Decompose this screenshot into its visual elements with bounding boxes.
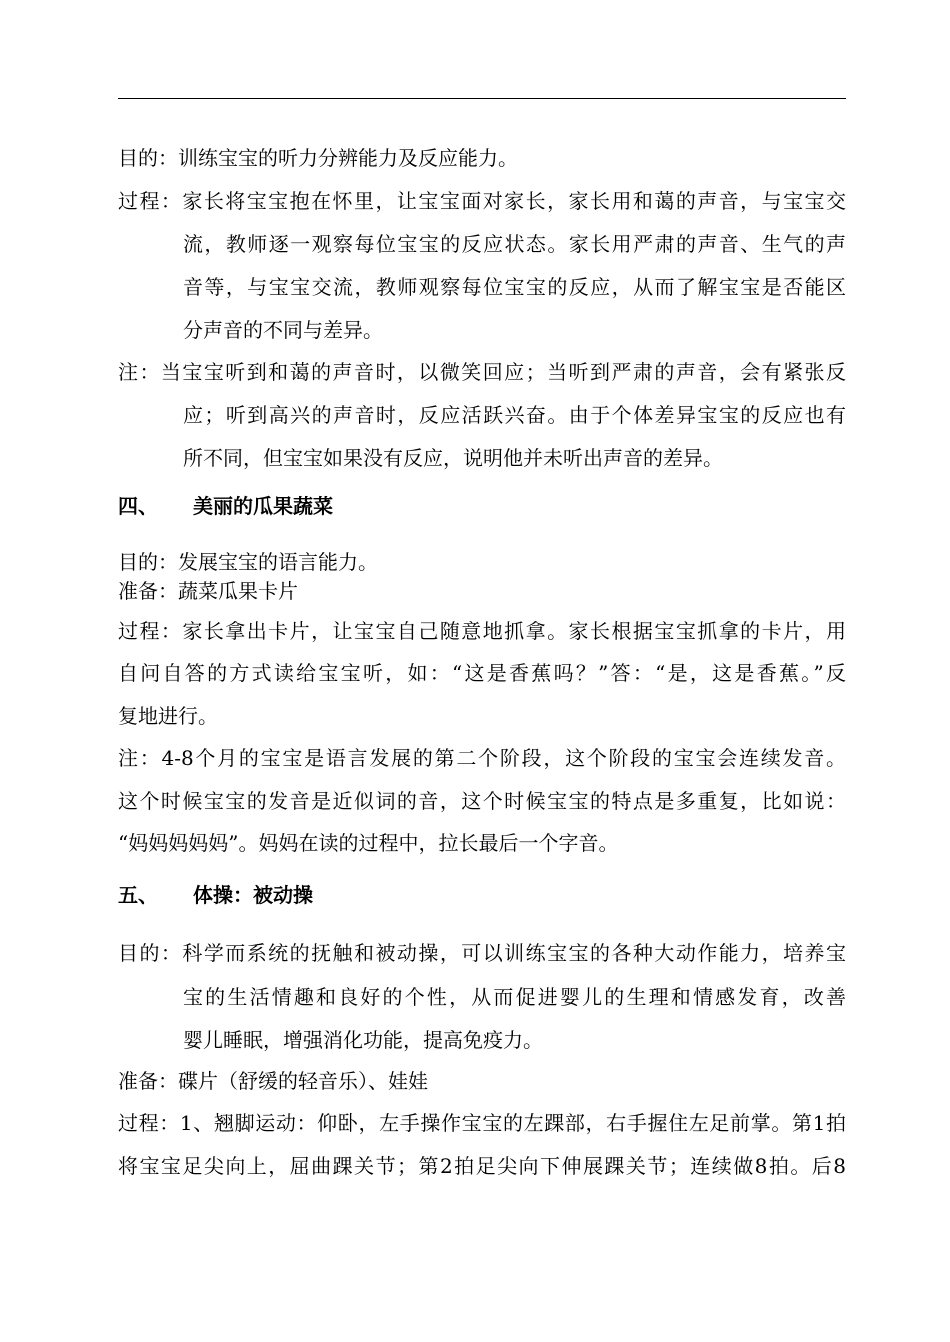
text-line: 目的：发展宝宝的语言能力。 — [118, 550, 378, 574]
section-title: 美丽的瓜果蔬菜 — [193, 494, 333, 518]
text-line: 流，教师逐一观察每位宝宝的反应状态。家长用严肃的声音、生气的声 — [183, 232, 846, 256]
text-line: 目的：科学而系统的抚触和被动操，可以训练宝宝的各种大动作能力，培养宝 — [118, 941, 846, 965]
section-heading — [118, 491, 846, 521]
section-number: 四、 — [118, 494, 158, 518]
text-line: 过程：家长将宝宝抱在怀里，让宝宝面对家长，家长用和蔼的声音，与宝宝交 — [118, 189, 846, 213]
text-line: 分声音的不同与差异。 — [183, 318, 383, 342]
text-line: 所不同，但宝宝如果没有反应，说明他并未听出声音的差异。 — [183, 446, 723, 470]
text-line: 应；听到高兴的声音时，反应活跃兴奋。由于个体差异宝宝的反应也有 — [183, 403, 846, 427]
text-line: 注：4-8个月的宝宝是语言发展的第二个阶段，这个阶段的宝宝会连续发音。 — [118, 746, 846, 770]
text-line: 过程：1、翘脚运动：仰卧，左手操作宝宝的左踝部，右手握住左足前掌。第1拍 — [118, 1111, 846, 1135]
text-line: 准备：碟片（舒缓的轻音乐）、娃娃 — [118, 1069, 428, 1093]
text-line: 音等，与宝宝交流，教师观察每位宝宝的反应，从而了解宝宝是否能区 — [183, 275, 846, 299]
text-line: “妈妈妈妈妈”。妈妈在读的过程中，拉长最后一个字音。 — [118, 831, 619, 855]
section-number: 五、 — [118, 883, 158, 907]
text-line: 宝的生活情趣和良好的个性，从而促进婴儿的生理和情感发育，改善 — [183, 985, 846, 1009]
section-title: 体操：被动操 — [193, 883, 313, 907]
text-line: 目的：训练宝宝的听力分辨能力及反应能力。 — [118, 146, 518, 170]
text-line: 过程：家长拿出卡片，让宝宝自己随意地抓拿。家长根据宝宝抓拿的卡片，用 — [118, 619, 846, 643]
text-line: 婴儿睡眠，增强消化功能，提高免疫力。 — [183, 1028, 543, 1052]
text-line: 自问自答的方式读给宝宝听，如：“这是香蕉吗？”答：“是，这是香蕉。”反 — [118, 661, 846, 685]
header-rule — [118, 98, 846, 99]
text-line: 准备：蔬菜瓜果卡片 — [118, 579, 298, 603]
text-line: 这个时候宝宝的发音是近似词的音，这个时候宝宝的特点是多重复，比如说： — [118, 789, 846, 813]
section-heading — [118, 880, 846, 910]
text-line: 注：当宝宝听到和蔼的声音时，以微笑回应；当听到严肃的声音，会有紧张反 — [118, 360, 846, 384]
text-line: 复地进行。 — [118, 704, 218, 728]
text-line: 将宝宝足尖向上，屈曲踝关节；第2拍足尖向下伸展踝关节；连续做8拍。后8 — [118, 1154, 846, 1178]
